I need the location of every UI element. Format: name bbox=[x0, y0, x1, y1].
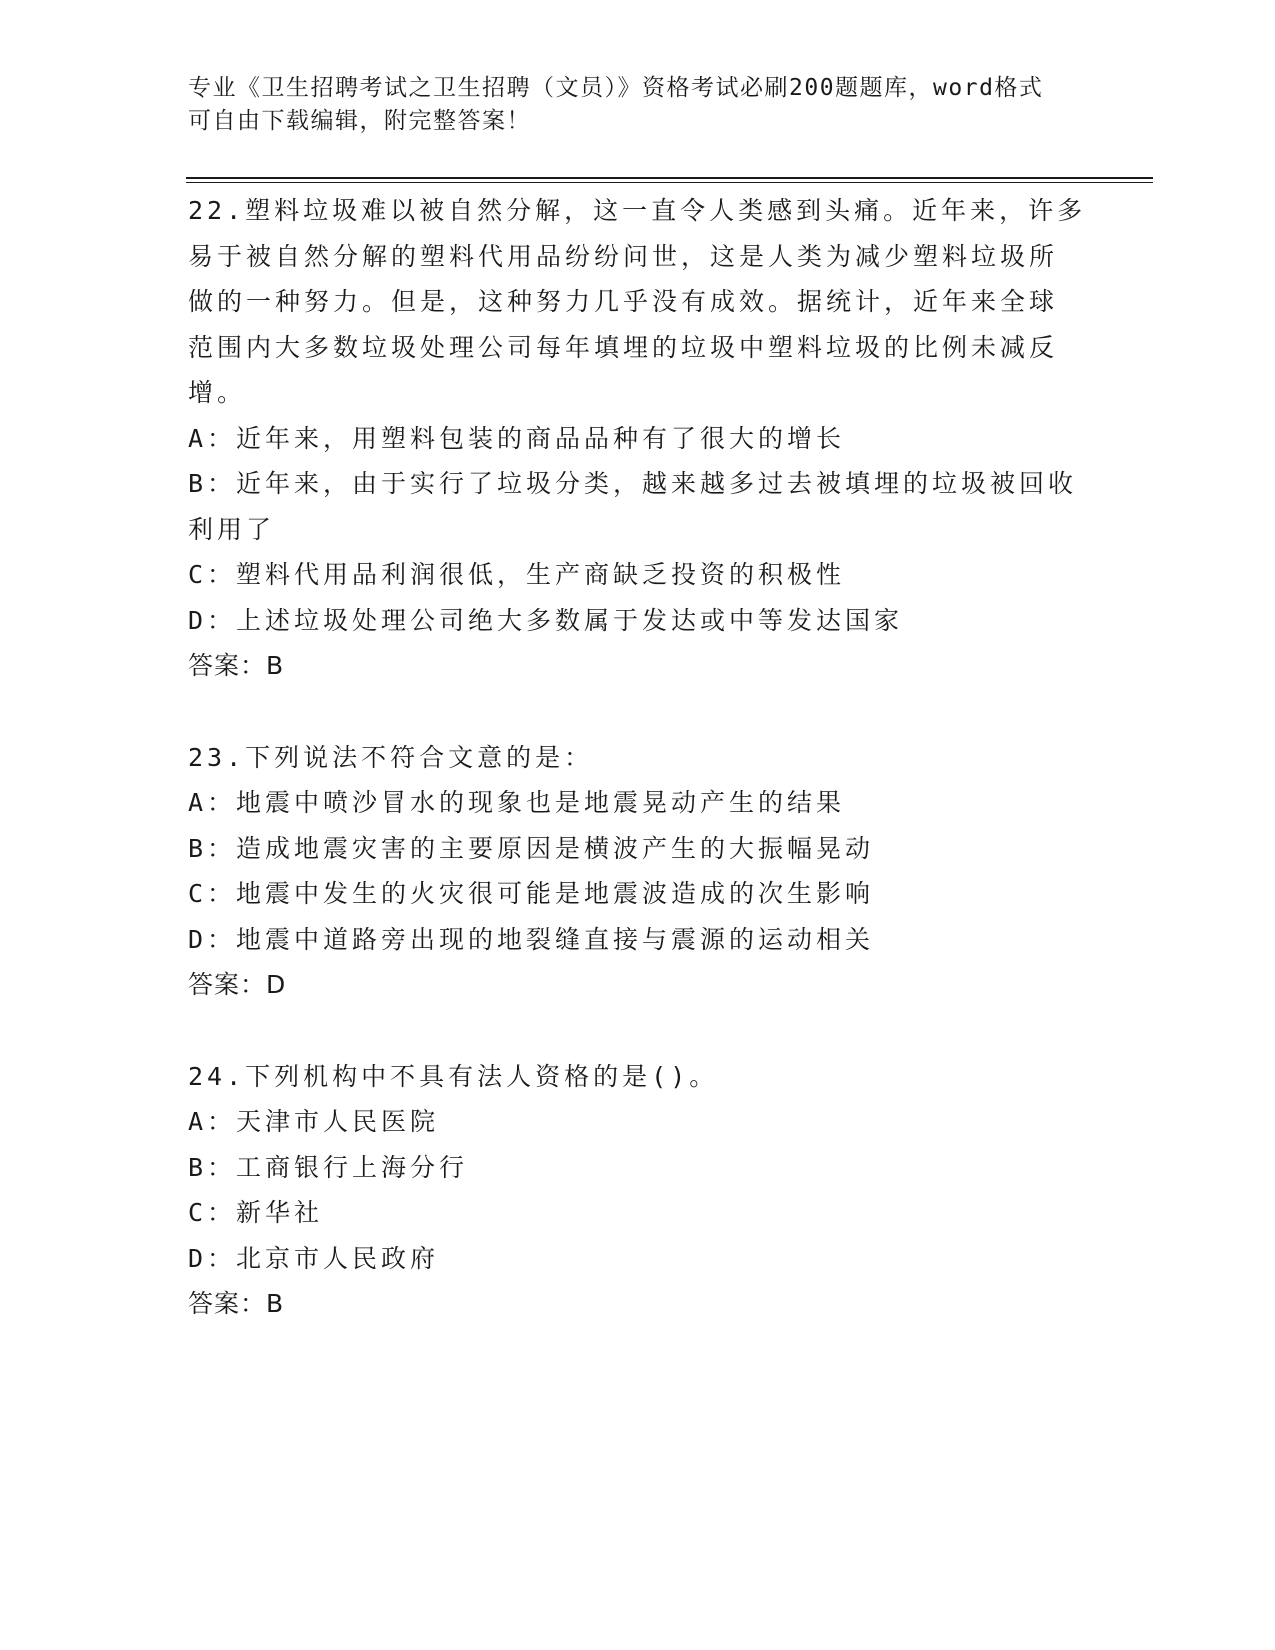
option-c: C：塑料代用品利润很低，生产商缺乏投资的积极性 bbox=[188, 560, 846, 589]
answer-label: 答案：B bbox=[188, 1289, 285, 1318]
option-a: A：天津市人民医院 bbox=[188, 1107, 440, 1136]
header-divider-thin bbox=[186, 182, 1153, 183]
option-a: A：地震中喷沙冒水的现象也是地震晃动产生的结果 bbox=[188, 788, 846, 817]
option-b: B：造成地震灾害的主要原因是横波产生的大振幅晃动 bbox=[188, 833, 875, 863]
document-header bbox=[188, 72, 1088, 138]
option-d: D：地震中道路旁出现的地裂缝直接与震源的运动相关 bbox=[188, 924, 875, 954]
option-a: A：近年来，用塑料包装的商品品种有了很大的增长 bbox=[188, 423, 846, 453]
question-stem-line: 做的一种努力。但是，这种努力几乎没有成效。据统计，近年来全球 bbox=[188, 287, 1059, 316]
option-c: C：新华社 bbox=[188, 1198, 324, 1227]
question-stem-line: 易于被自然分解的塑料代用品纷纷问世，这是人类为减少塑料垃圾所 bbox=[188, 241, 1059, 271]
option-b-continued: 利用了 bbox=[188, 514, 276, 544]
answer-label: 答案：B bbox=[188, 651, 285, 680]
question-stem-line: 23.下列说法不符合文意的是： bbox=[188, 742, 594, 772]
question-list bbox=[188, 188, 1088, 1373]
option-d: D：北京市人民政府 bbox=[188, 1243, 440, 1273]
header-divider-thick bbox=[186, 177, 1153, 179]
option-c: C：地震中发生的火灾很可能是地震波造成的次生影响 bbox=[188, 879, 875, 908]
answer-label: 答案：D bbox=[188, 970, 287, 999]
question-stem-line: 范围内大多数垃圾处理公司每年填埋的垃圾中塑料垃圾的比例未减反 bbox=[188, 332, 1059, 362]
option-d: D：上述垃圾处理公司绝大多数属于发达或中等发达国家 bbox=[188, 605, 904, 635]
question-stem-line: 增。 bbox=[188, 378, 247, 407]
question-22 bbox=[188, 188, 1088, 689]
option-b: B：工商银行上海分行 bbox=[188, 1152, 469, 1182]
header-line-1: 专业《卫生招聘考试之卫生招聘（文员）》资格考试必刷200题题库，word格式 bbox=[188, 75, 1044, 101]
question-stem-line: 24.下列机构中不具有法人资格的是()。 bbox=[188, 1061, 719, 1091]
question-24 bbox=[188, 1054, 1088, 1327]
question-23 bbox=[188, 735, 1088, 1008]
question-stem-line: 22.塑料垃圾难以被自然分解，这一直令人类感到头痛。近年来，许多 bbox=[188, 196, 1087, 225]
header-line-2: 可自由下载编辑，附完整答案！ bbox=[188, 108, 531, 134]
option-b: B：近年来，由于实行了垃圾分类，越来越多过去被填埋的垃圾被回收 bbox=[188, 469, 1078, 498]
